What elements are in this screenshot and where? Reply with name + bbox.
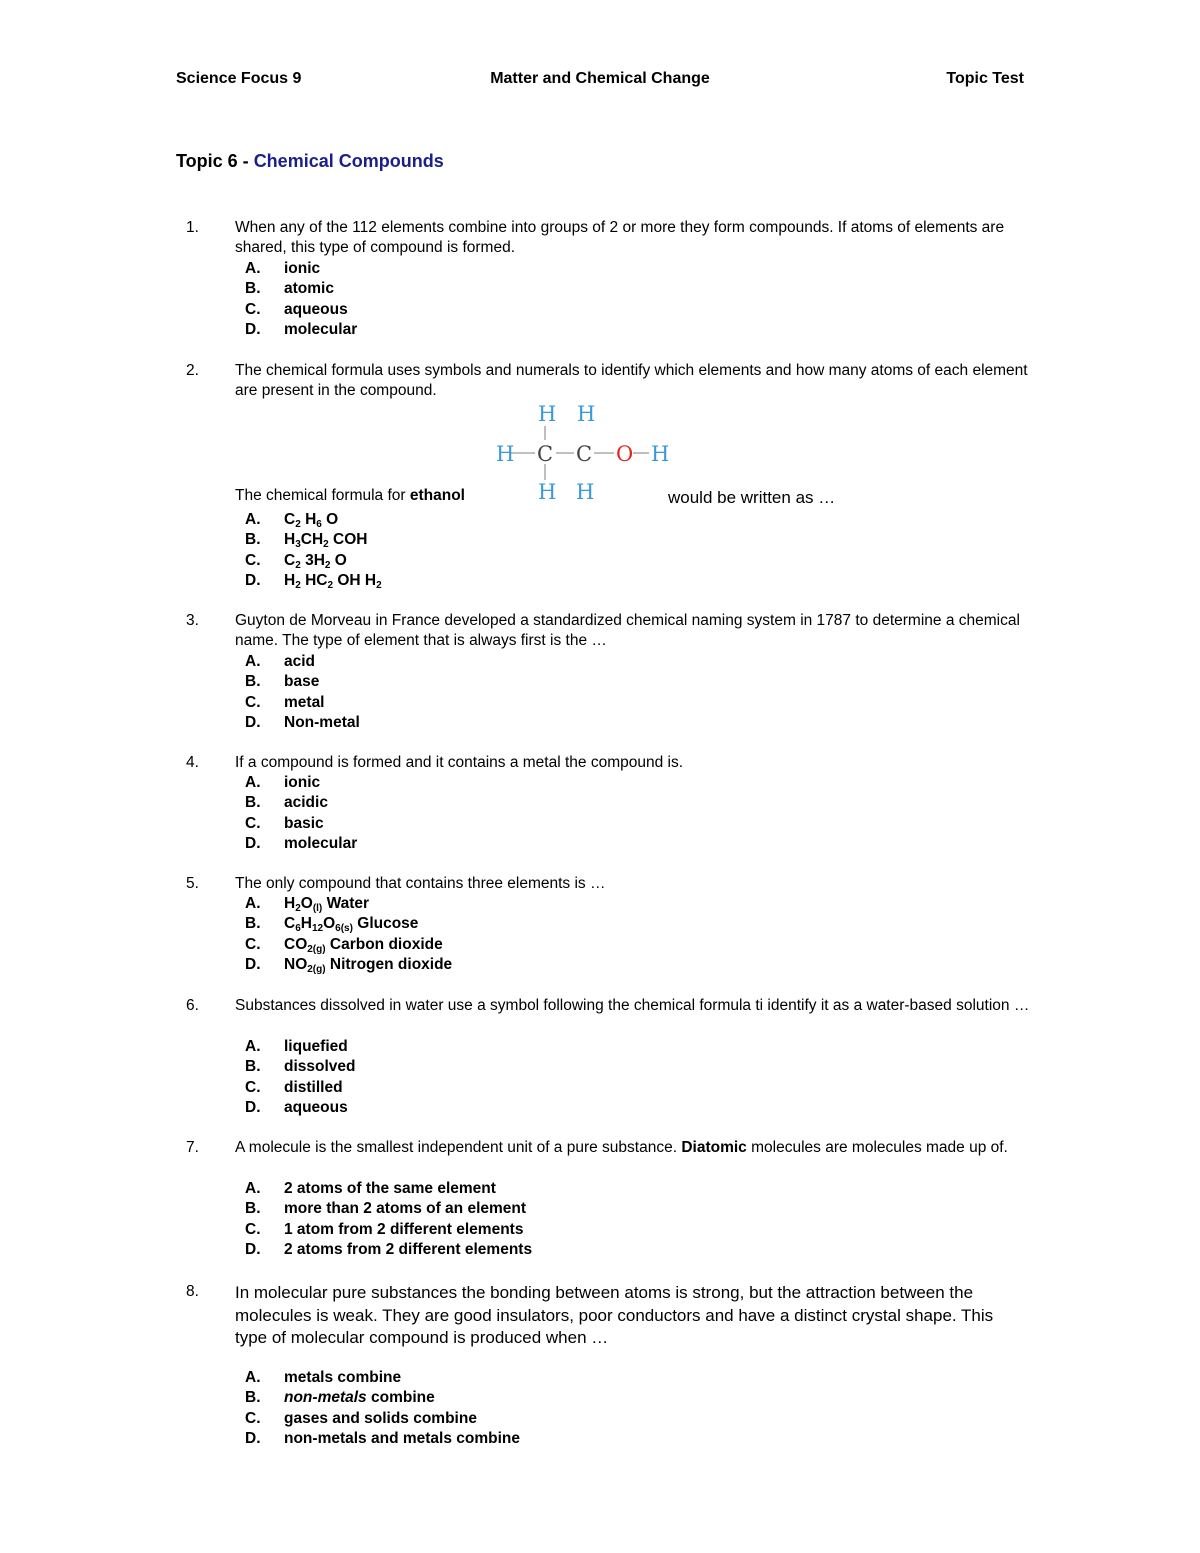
atom-c: C	[576, 442, 593, 466]
topic-name: Chemical Compounds	[253, 151, 444, 171]
options-list	[245, 1179, 532, 1261]
options-list	[245, 259, 357, 341]
options-list	[245, 510, 382, 592]
atom-h: H	[576, 480, 595, 504]
option-a[interactable]: A. metals combine	[245, 1369, 402, 1386]
question-stem: When any of the 112 elements combine into groups of 2 or more they form compounds. If atoms of elements are shared, this type of compound is formed.	[235, 219, 1005, 257]
options-list	[245, 652, 360, 734]
topic-title	[176, 151, 444, 172]
option-b[interactable]: B. atomic	[245, 280, 334, 298]
question-number: 4.	[186, 754, 199, 771]
options-list	[245, 1037, 356, 1119]
question-stem: Substances dissolved in water use a symbol following the chemical formula ti identify it as a water-based solution …	[235, 997, 1030, 1014]
question-stem: Guyton de Morveau in France developed a standardized chemical naming system in 1787 to determine a chemical name. The type of element that is always first is the …	[235, 612, 1020, 650]
atom-h: H	[496, 442, 515, 466]
question-number: 5.	[186, 875, 199, 892]
option-d[interactable]: D. aqueous	[245, 1099, 348, 1117]
question-number: 3.	[186, 612, 199, 629]
options-list	[245, 773, 357, 855]
option-a[interactable]: A. $H_2O_{(l)}$ Water	[245, 895, 370, 914]
option-d[interactable]: D. 2 atoms from 2 different elements	[245, 1241, 533, 1259]
option-c[interactable]: C. $C_2$ $3H_2$ O	[245, 551, 347, 571]
question-number: 6.	[186, 997, 199, 1014]
option-b[interactable]: B. $H_3CH_2$ COH	[245, 531, 368, 551]
question-number: 2.	[186, 362, 199, 379]
page-header	[176, 70, 1024, 92]
question-number: 8.	[186, 1283, 199, 1300]
ethanol-prompt: The chemical formula for ethanol	[235, 487, 465, 504]
atom-h: H	[577, 402, 596, 426]
option-b[interactable]: B. base	[245, 673, 320, 691]
question-number: 7.	[186, 1139, 199, 1156]
atom-h: H	[651, 442, 670, 466]
option-c[interactable]: C. basic	[245, 814, 324, 832]
option-c[interactable]: C. distilled	[245, 1078, 343, 1096]
ethanol-structure	[490, 400, 680, 510]
option-b[interactable]: B. more than 2 atoms of an element	[245, 1200, 527, 1218]
ethanol-prompt-suffix: would be written as …	[668, 488, 836, 507]
option-d[interactable]: D. Non-metal	[245, 714, 360, 732]
option-c[interactable]: C. 1 atom from 2 different elements	[245, 1220, 524, 1238]
option-a[interactable]: A. 2 atoms of the same element	[245, 1180, 496, 1197]
option-c[interactable]: C. metal	[245, 693, 325, 711]
question-stem: The only compound that contains three elements is …	[235, 875, 606, 892]
atom-o: O	[616, 442, 634, 466]
header-unit: Matter and Chemical Change	[490, 70, 710, 87]
option-d[interactable]: D. molecular	[245, 835, 358, 853]
topic-prefix: Topic 6 -	[176, 151, 249, 171]
atom-c: C	[537, 442, 554, 466]
option-d[interactable]: D. $NO_{2(g)}$ Nitrogen dioxide	[245, 956, 453, 976]
option-a[interactable]: A. $C_2$ $H_6$ O	[245, 511, 339, 530]
option-d[interactable]: D. $H_2$ $HC_2$ OH $H_2$	[245, 572, 382, 592]
atom-h: H	[538, 480, 557, 504]
question-stem: The chemical formula uses symbols and numerals to identify which elements and how many atoms of each element are present in the compound.	[235, 362, 1028, 400]
question-stem: In molecular pure substances the bonding between atoms is strong, but the attraction between the molecules is weak. They are good insulators, poor conductors and have a distinct crystal shape. This type of molecular compound is produced when …	[235, 1283, 994, 1347]
option-d[interactable]: D. non-metals and metals combine	[245, 1430, 520, 1448]
option-a[interactable]: A. liquefied	[245, 1038, 348, 1055]
option-b[interactable]: B. acidic	[245, 794, 328, 812]
question-stem: If a compound is formed and it contains a metal the compound is.	[235, 754, 684, 771]
option-b[interactable]: B. dissolved	[245, 1058, 356, 1076]
option-a[interactable]: A. ionic	[245, 774, 321, 791]
header-course: Science Focus 9	[176, 70, 302, 87]
options-list	[245, 894, 452, 976]
atom-h: H	[538, 402, 557, 426]
option-b[interactable]: B. $C_6H_{12}O_{6(s)}$ Glucose	[245, 915, 419, 935]
question-number: 1.	[186, 219, 199, 236]
option-d[interactable]: D. molecular	[245, 321, 358, 339]
option-b[interactable]: B. non-metals combine	[245, 1389, 435, 1407]
options-list	[245, 1368, 520, 1450]
header-test-type: Topic Test	[946, 70, 1024, 87]
option-c[interactable]: C. gases and solids combine	[245, 1409, 477, 1427]
option-a[interactable]: A. acid	[245, 653, 316, 670]
option-a[interactable]: A. ionic	[245, 260, 321, 277]
option-c[interactable]: C. aqueous	[245, 300, 348, 318]
question-stem: A molecule is the smallest independent unit of a pure substance. Diatomic molecules are molecules made up of.	[235, 1139, 1008, 1156]
option-c[interactable]: C. $CO_{2(g)}$ Carbon dioxide	[245, 935, 443, 955]
